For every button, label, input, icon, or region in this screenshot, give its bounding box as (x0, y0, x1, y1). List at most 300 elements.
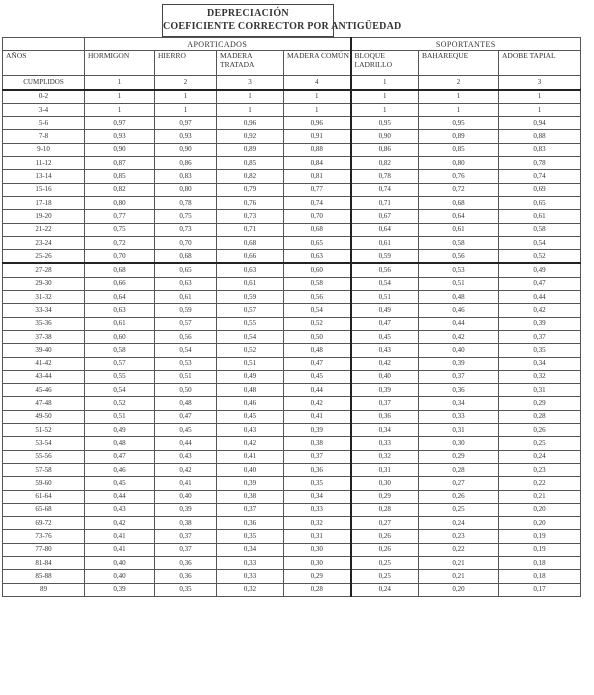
coefficient-cell: 0,48 (85, 437, 155, 450)
coefficient-cell: 0,42 (85, 517, 155, 530)
table-row (3, 463, 581, 476)
coefficient-cell: 0,40 (155, 490, 217, 503)
coefficient-cell: 0,71 (217, 223, 284, 236)
coefficient-cell: 0,45 (284, 370, 351, 383)
coefficient-cell: 0,32 (351, 450, 419, 463)
coefficient-cell: 0,76 (217, 196, 284, 209)
coefficient-cell: 0,67 (351, 210, 419, 223)
coefficient-cell: 0,36 (351, 410, 419, 423)
coefficient-cell: 0,45 (85, 477, 155, 490)
coefficient-cell: 0,70 (155, 236, 217, 249)
cumplidos-value: 2 (155, 76, 217, 90)
coefficient-cell: 0,82 (85, 183, 155, 196)
coefficient-cell: 0,96 (284, 117, 351, 130)
coefficient-cell: 0,83 (155, 170, 217, 183)
coefficient-cell: 0,31 (499, 384, 581, 397)
coefficient-cell: 0,64 (351, 223, 419, 236)
coefficient-cell: 0,38 (155, 517, 217, 530)
coefficient-cell: 0,75 (155, 210, 217, 223)
coefficient-cell: 0,34 (217, 543, 284, 556)
coefficient-cell: 0,33 (284, 503, 351, 516)
coefficient-cell: 0,45 (155, 424, 217, 437)
coefficient-cell: 0,48 (155, 397, 217, 410)
coefficient-cell: 0,77 (85, 210, 155, 223)
depreciation-table (2, 37, 581, 597)
coefficient-cell: 0,44 (499, 291, 581, 304)
coefficient-cell: 0,30 (419, 437, 499, 450)
coefficient-cell: 0,42 (499, 304, 581, 317)
coefficient-cell: 0,61 (85, 317, 155, 330)
coefficient-cell: 0,96 (217, 117, 284, 130)
table-row (3, 157, 581, 170)
coefficient-cell: 0,34 (419, 397, 499, 410)
coefficient-cell: 0,36 (419, 384, 499, 397)
coefficient-cell: 0,82 (217, 170, 284, 183)
header-madera-tratada: MADERA TRATADA (217, 51, 284, 76)
coefficient-cell: 0,95 (419, 117, 499, 130)
coefficient-cell: 1 (351, 103, 419, 116)
coefficient-cell: 0,28 (499, 410, 581, 423)
coefficient-cell: 0,24 (419, 517, 499, 530)
coefficient-cell: 0,83 (499, 143, 581, 156)
coefficient-cell: 0,66 (217, 250, 284, 264)
coefficient-cell: 0,64 (419, 210, 499, 223)
years-cell: 15-16 (3, 183, 85, 196)
table-row (3, 370, 581, 383)
table-row (3, 384, 581, 397)
coefficient-cell: 0,36 (284, 463, 351, 476)
coefficient-cell: 0,29 (499, 397, 581, 410)
years-cell: 73-76 (3, 530, 85, 543)
coefficient-cell: 0,19 (499, 543, 581, 556)
coefficient-cell: 0,51 (155, 370, 217, 383)
years-cell: 35-36 (3, 317, 85, 330)
coefficient-cell: 0,88 (284, 143, 351, 156)
coefficient-cell: 0,30 (351, 477, 419, 490)
coefficient-cell: 0,47 (284, 357, 351, 370)
header-bloque-ladrillo: BLOQUE LADRILLO (351, 51, 419, 76)
coefficient-cell: 0,42 (217, 437, 284, 450)
coefficient-cell: 0,37 (217, 503, 284, 516)
years-cell: 29-30 (3, 277, 85, 290)
coefficient-cell: 0,21 (419, 570, 499, 583)
coefficient-cell: 0,34 (499, 357, 581, 370)
coefficient-cell: 0,63 (155, 277, 217, 290)
coefficient-cell: 0,46 (85, 463, 155, 476)
coefficient-cell: 0,40 (85, 570, 155, 583)
column-header-row (3, 51, 581, 76)
coefficient-cell: 0,48 (284, 344, 351, 357)
coefficient-cell: 0,68 (217, 236, 284, 249)
coefficient-cell: 0,93 (85, 130, 155, 143)
years-cell: 0-2 (3, 90, 85, 104)
coefficient-cell: 0,61 (419, 223, 499, 236)
table-row (3, 344, 581, 357)
years-cell: 21-22 (3, 223, 85, 236)
coefficient-cell: 0,42 (351, 357, 419, 370)
coefficient-cell: 0,59 (217, 291, 284, 304)
coefficient-cell: 0,33 (217, 556, 284, 569)
years-cell: 11-12 (3, 157, 85, 170)
coefficient-cell: 1 (85, 90, 155, 104)
coefficient-cell: 0,58 (85, 344, 155, 357)
coefficient-cell: 0,28 (284, 583, 351, 596)
depreciation-document (2, 4, 580, 597)
coefficient-cell: 0,23 (419, 530, 499, 543)
header-adobe-tapial: ADOBE TAPIAL (499, 51, 581, 76)
table-row (3, 210, 581, 223)
coefficient-cell: 0,64 (85, 291, 155, 304)
coefficient-cell: 0,86 (155, 157, 217, 170)
coefficient-cell: 0,43 (351, 344, 419, 357)
coefficient-cell: 0,44 (85, 490, 155, 503)
cumplidos-value: 4 (284, 76, 351, 90)
coefficient-cell: 0,51 (351, 291, 419, 304)
coefficient-cell: 0,18 (499, 570, 581, 583)
coefficient-cell: 0,32 (217, 583, 284, 596)
coefficient-cell: 0,31 (284, 530, 351, 543)
coefficient-cell: 0,69 (499, 183, 581, 196)
coefficient-cell: 0,30 (284, 543, 351, 556)
coefficient-cell: 0,54 (284, 304, 351, 317)
coefficient-cell: 0,20 (499, 517, 581, 530)
coefficient-cell: 0,36 (217, 517, 284, 530)
coefficient-cell: 0,40 (217, 463, 284, 476)
coefficient-cell: 1 (419, 90, 499, 104)
years-cell: 27-28 (3, 263, 85, 277)
coefficient-cell: 0,54 (217, 330, 284, 343)
document-title: DEPRECIACIÓN (162, 4, 334, 19)
group-soportantes: SOPORTANTES (351, 38, 581, 51)
coefficient-cell: 0,25 (351, 556, 419, 569)
years-cell: 39-40 (3, 344, 85, 357)
years-cell: 61-64 (3, 490, 85, 503)
coefficient-cell: 0,24 (351, 583, 419, 596)
coefficient-cell: 0,58 (284, 277, 351, 290)
coefficient-cell: 0,22 (419, 543, 499, 556)
coefficient-cell: 1 (284, 90, 351, 104)
table-row (3, 90, 581, 104)
coefficient-cell: 1 (155, 103, 217, 116)
coefficient-cell: 0,33 (351, 437, 419, 450)
table-row (3, 437, 581, 450)
coefficient-cell: 0,93 (155, 130, 217, 143)
coefficient-cell: 0,90 (155, 143, 217, 156)
years-cell: 5-6 (3, 117, 85, 130)
coefficient-cell: 1 (155, 90, 217, 104)
coefficient-cell: 0,47 (499, 277, 581, 290)
coefficient-cell: 0,78 (499, 157, 581, 170)
coefficient-cell: 0,20 (419, 583, 499, 596)
coefficient-cell: 0,37 (419, 370, 499, 383)
group-header-blank (3, 38, 85, 51)
coefficient-cell: 0,85 (419, 143, 499, 156)
coefficient-cell: 0,56 (419, 250, 499, 264)
coefficient-cell: 0,79 (217, 183, 284, 196)
coefficient-cell: 0,88 (499, 130, 581, 143)
years-cell: 3-4 (3, 103, 85, 116)
coefficient-cell: 0,73 (155, 223, 217, 236)
coefficient-cell: 0,68 (419, 196, 499, 209)
coefficient-cell: 0,37 (284, 450, 351, 463)
coefficient-cell: 0,40 (351, 370, 419, 383)
coefficient-cell: 0,32 (284, 517, 351, 530)
coefficient-cell: 0,53 (155, 357, 217, 370)
coefficient-cell: 0,72 (419, 183, 499, 196)
coefficient-cell: 0,25 (499, 437, 581, 450)
coefficient-cell: 0,39 (284, 424, 351, 437)
coefficient-cell: 0,51 (217, 357, 284, 370)
years-cell: 19-20 (3, 210, 85, 223)
coefficient-cell: 0,20 (499, 503, 581, 516)
years-cell: 53-54 (3, 437, 85, 450)
coefficient-cell: 0,29 (284, 570, 351, 583)
years-cell: 49-50 (3, 410, 85, 423)
coefficient-cell: 0,60 (284, 263, 351, 277)
coefficient-cell: 0,38 (284, 437, 351, 450)
coefficient-cell: 0,41 (85, 543, 155, 556)
table-row (3, 583, 581, 596)
cumplidos-row (3, 76, 581, 90)
coefficient-cell: 0,68 (284, 223, 351, 236)
coefficient-cell: 0,42 (284, 397, 351, 410)
table-row (3, 543, 581, 556)
coefficient-cell: 0,78 (155, 196, 217, 209)
cumplidos-value: 3 (217, 76, 284, 90)
coefficient-cell: 0,33 (419, 410, 499, 423)
coefficient-cell: 0,45 (351, 330, 419, 343)
coefficient-cell: 0,19 (499, 530, 581, 543)
table-row (3, 236, 581, 249)
coefficient-cell: 0,27 (351, 517, 419, 530)
table-row (3, 103, 581, 116)
years-cell: 41-42 (3, 357, 85, 370)
coefficient-cell: 0,52 (284, 317, 351, 330)
coefficient-cell: 0,25 (419, 503, 499, 516)
coefficient-cell: 0,74 (351, 183, 419, 196)
table-row (3, 410, 581, 423)
coefficient-cell: 0,58 (419, 236, 499, 249)
coefficient-cell: 0,42 (155, 463, 217, 476)
coefficient-cell: 0,85 (217, 157, 284, 170)
coefficient-cell: 0,70 (85, 250, 155, 264)
document-subtitle-box (162, 19, 402, 37)
coefficient-cell: 0,80 (85, 196, 155, 209)
coefficient-cell: 0,17 (499, 583, 581, 596)
coefficient-cell: 0,53 (419, 263, 499, 277)
coefficient-cell: 0,54 (351, 277, 419, 290)
coefficient-cell: 0,44 (284, 384, 351, 397)
coefficient-cell: 0,54 (499, 236, 581, 249)
years-cell: 51-52 (3, 424, 85, 437)
years-cell: 45-46 (3, 384, 85, 397)
coefficient-cell: 0,56 (284, 291, 351, 304)
cumplidos-value: 2 (419, 76, 499, 90)
coefficient-cell: 0,43 (217, 424, 284, 437)
coefficient-cell: 0,70 (284, 210, 351, 223)
table-row (3, 477, 581, 490)
coefficient-cell: 0,86 (351, 143, 419, 156)
coefficient-cell: 0,54 (155, 344, 217, 357)
coefficient-cell: 0,46 (419, 304, 499, 317)
coefficient-cell: 1 (351, 90, 419, 104)
table-row (3, 250, 581, 264)
coefficient-cell: 0,30 (284, 556, 351, 569)
coefficient-cell: 0,55 (85, 370, 155, 383)
coefficient-cell: 0,31 (419, 424, 499, 437)
years-cell: 57-58 (3, 463, 85, 476)
coefficient-cell: 0,41 (217, 450, 284, 463)
coefficient-cell: 0,31 (351, 463, 419, 476)
coefficient-cell: 0,52 (217, 344, 284, 357)
coefficient-cell: 0,90 (351, 130, 419, 143)
coefficient-cell: 0,26 (351, 530, 419, 543)
coefficient-cell: 0,80 (155, 183, 217, 196)
coefficient-cell: 0,76 (419, 170, 499, 183)
coefficient-cell: 0,42 (419, 330, 499, 343)
coefficient-cell: 0,35 (284, 477, 351, 490)
coefficient-cell: 0,27 (419, 477, 499, 490)
coefficient-cell: 0,49 (351, 304, 419, 317)
table-row (3, 357, 581, 370)
years-cell: 33-34 (3, 304, 85, 317)
coefficient-cell: 0,41 (155, 477, 217, 490)
coefficient-cell: 1 (499, 103, 581, 116)
table-row (3, 277, 581, 290)
coefficient-cell: 0,59 (351, 250, 419, 264)
coefficient-cell: 0,40 (85, 556, 155, 569)
coefficient-cell: 0,65 (284, 236, 351, 249)
coefficient-cell: 0,60 (85, 330, 155, 343)
coefficient-cell: 0,63 (217, 263, 284, 277)
coefficient-cell: 0,54 (85, 384, 155, 397)
coefficient-cell: 0,74 (499, 170, 581, 183)
table-row (3, 291, 581, 304)
years-cell: 23-24 (3, 236, 85, 249)
years-cell: 9-10 (3, 143, 85, 156)
years-cell: 31-32 (3, 291, 85, 304)
coefficient-cell: 0,34 (351, 424, 419, 437)
coefficient-cell: 0,81 (284, 170, 351, 183)
header-hierro: HIERRO (155, 51, 217, 76)
coefficient-cell: 0,23 (499, 463, 581, 476)
coefficient-cell: 0,85 (85, 170, 155, 183)
group-header-row (3, 38, 581, 51)
coefficient-cell: 0,49 (217, 370, 284, 383)
years-cell: 7-8 (3, 130, 85, 143)
coefficient-cell: 0,28 (419, 463, 499, 476)
cumplidos-value: 1 (85, 76, 155, 90)
coefficient-cell: 1 (217, 103, 284, 116)
coefficient-cell: 0,52 (499, 250, 581, 264)
coefficient-cell: 0,26 (419, 490, 499, 503)
coefficient-cell: 0,41 (85, 530, 155, 543)
years-cell: 17-18 (3, 196, 85, 209)
coefficient-cell: 0,51 (419, 277, 499, 290)
coefficient-cell: 0,82 (351, 157, 419, 170)
coefficient-cell: 0,84 (284, 157, 351, 170)
coefficient-cell: 0,34 (284, 490, 351, 503)
header-anos: AÑOS (3, 51, 85, 76)
coefficient-cell: 0,21 (499, 490, 581, 503)
coefficient-cell: 0,39 (85, 583, 155, 596)
coefficient-cell: 1 (217, 90, 284, 104)
table-row (3, 304, 581, 317)
years-cell: 69-72 (3, 517, 85, 530)
coefficient-cell: 0,91 (284, 130, 351, 143)
coefficient-cell: 0,35 (155, 583, 217, 596)
coefficient-cell: 0,63 (284, 250, 351, 264)
table-row (3, 170, 581, 183)
coefficient-cell: 0,57 (155, 317, 217, 330)
coefficient-cell: 0,52 (85, 397, 155, 410)
coefficient-cell: 0,49 (499, 263, 581, 277)
coefficient-cell: 0,97 (85, 117, 155, 130)
coefficient-cell: 0,25 (351, 570, 419, 583)
table-row (3, 117, 581, 130)
cumplidos-value: 1 (351, 76, 419, 90)
years-cell: 47-48 (3, 397, 85, 410)
coefficient-cell: 1 (499, 90, 581, 104)
years-cell: 55-56 (3, 450, 85, 463)
coefficient-cell: 0,43 (85, 503, 155, 516)
coefficient-cell: 0,59 (155, 304, 217, 317)
coefficient-cell: 0,41 (284, 410, 351, 423)
coefficient-cell: 0,48 (419, 291, 499, 304)
coefficient-cell: 0,57 (85, 357, 155, 370)
years-cell: 81-84 (3, 556, 85, 569)
coefficient-cell: 0,32 (499, 370, 581, 383)
coefficient-cell: 0,51 (85, 410, 155, 423)
coefficient-cell: 0,47 (351, 317, 419, 330)
coefficient-cell: 1 (419, 103, 499, 116)
coefficient-cell: 0,35 (499, 344, 581, 357)
coefficient-cell: 0,44 (155, 437, 217, 450)
coefficient-cell: 0,61 (351, 236, 419, 249)
coefficient-cell: 0,38 (217, 490, 284, 503)
coefficient-cell: 1 (85, 103, 155, 116)
coefficient-cell: 0,74 (284, 196, 351, 209)
coefficient-cell: 0,63 (85, 304, 155, 317)
coefficient-cell: 0,29 (351, 490, 419, 503)
header-bahareque: BAHAREQUE (419, 51, 499, 76)
table-row (3, 330, 581, 343)
cumplidos-label: CUMPLIDOS (3, 76, 85, 90)
coefficient-cell: 0,43 (155, 450, 217, 463)
coefficient-cell: 0,65 (155, 263, 217, 277)
coefficient-cell: 0,71 (351, 196, 419, 209)
table-row (3, 424, 581, 437)
coefficient-cell: 0,37 (499, 330, 581, 343)
coefficient-cell: 0,58 (499, 223, 581, 236)
coefficient-cell: 0,39 (217, 477, 284, 490)
coefficient-cell: 0,29 (419, 450, 499, 463)
coefficient-cell: 0,50 (155, 384, 217, 397)
coefficient-cell: 0,61 (155, 291, 217, 304)
coefficient-cell: 0,89 (217, 143, 284, 156)
coefficient-cell: 0,49 (85, 424, 155, 437)
group-aporticados: APORTICADOS (85, 38, 351, 51)
coefficient-cell: 0,18 (499, 556, 581, 569)
coefficient-cell: 0,72 (85, 236, 155, 249)
coefficient-cell: 0,36 (155, 556, 217, 569)
document-subtitle: COEFICIENTE CORRECTOR POR ANTIGÜEDAD (163, 21, 402, 32)
coefficient-cell: 0,68 (85, 263, 155, 277)
coefficient-cell: 0,39 (351, 384, 419, 397)
coefficient-cell: 0,36 (155, 570, 217, 583)
table-row (3, 517, 581, 530)
coefficient-cell: 0,65 (499, 196, 581, 209)
